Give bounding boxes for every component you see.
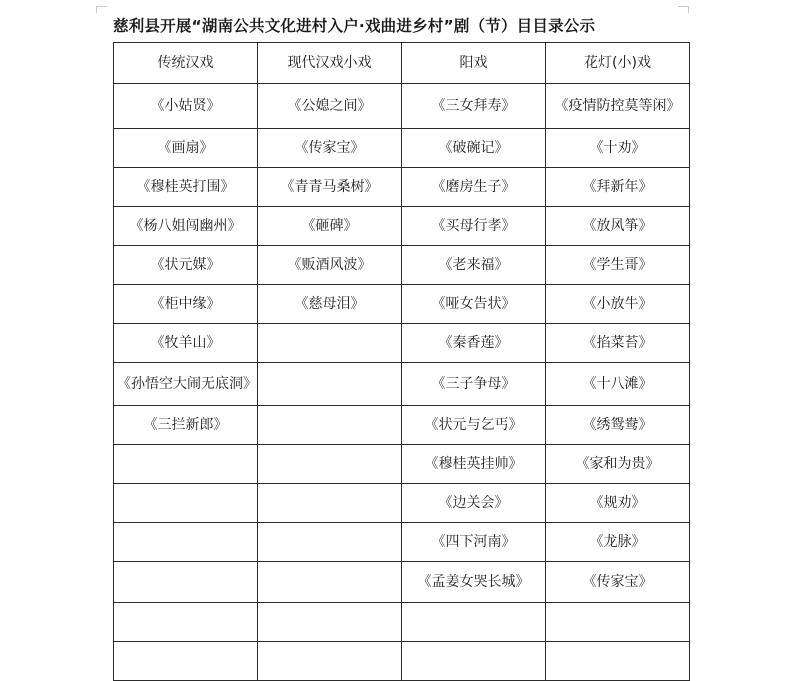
table-cell: 《买母行孝》 [402, 207, 546, 246]
table-cell: 《三拦新郎》 [114, 406, 258, 445]
table-cell [546, 603, 690, 642]
table-cell: 《柜中缘》 [114, 285, 258, 324]
table-cell: 《边关会》 [402, 484, 546, 523]
table-cell: 《慈母泪》 [258, 285, 402, 324]
table-cell: 《龙脉》 [546, 523, 690, 562]
table-row [114, 484, 690, 523]
table-cell: 《青青马桑树》 [258, 168, 402, 207]
table-cell [114, 642, 258, 681]
table-row [114, 84, 690, 129]
table-cell: 《家和为贵》 [546, 445, 690, 484]
table-row [114, 363, 690, 406]
document-title: 慈利县开展“湖南公共文化进村入户·戏曲进乡村”剧（节）目目录公示 [113, 17, 596, 35]
table-cell: 《学生哥》 [546, 246, 690, 285]
page-corner-mark-left [96, 6, 107, 13]
table-cell: 《孙悟空大闹无底洞》 [114, 363, 258, 406]
table-cell [258, 445, 402, 484]
table-cell: 《穆桂英挂帅》 [402, 445, 546, 484]
table-cell: 《砸碑》 [258, 207, 402, 246]
table-cell: 《穆桂英打围》 [114, 168, 258, 207]
table-cell: 《规劝》 [546, 484, 690, 523]
table-cell [114, 603, 258, 642]
table-row [114, 246, 690, 285]
table-cell: 《公媳之间》 [258, 84, 402, 129]
table-row [114, 285, 690, 324]
header-modern-han-opera: 现代汉戏小戏 [258, 43, 402, 84]
table-cell: 《三女拜寿》 [402, 84, 546, 129]
table-cell: 《传家宝》 [546, 562, 690, 603]
table-cell: 《画扇》 [114, 129, 258, 168]
table-cell: 《杨八姐闯幽州》 [114, 207, 258, 246]
table-cell: 《状元媒》 [114, 246, 258, 285]
repertoire-table [113, 42, 690, 681]
table-row [114, 129, 690, 168]
table-cell: 《贩酒风波》 [258, 246, 402, 285]
table-cell [258, 324, 402, 363]
table-cell: 《十八滩》 [546, 363, 690, 406]
table-cell: 《传家宝》 [258, 129, 402, 168]
table-cell: 《四下河南》 [402, 523, 546, 562]
table-cell [258, 603, 402, 642]
table-cell [258, 363, 402, 406]
table-cell: 《牧羊山》 [114, 324, 258, 363]
table-row [114, 445, 690, 484]
table-cell [258, 523, 402, 562]
table-cell: 《秦香莲》 [402, 324, 546, 363]
table-cell: 《疫情防控莫等闲》 [546, 84, 690, 129]
table-cell: 《拜新年》 [546, 168, 690, 207]
table-row [114, 523, 690, 562]
table-cell: 《老来福》 [402, 246, 546, 285]
table-cell: 《破碗记》 [402, 129, 546, 168]
table-cell [258, 484, 402, 523]
table-cell: 《孟姜女哭长城》 [402, 562, 546, 603]
table-cell: 《掐菜苔》 [546, 324, 690, 363]
table-cell: 《小放牛》 [546, 285, 690, 324]
table-row [114, 207, 690, 246]
table-cell: 《磨房生子》 [402, 168, 546, 207]
table-cell [258, 562, 402, 603]
table-cell [402, 603, 546, 642]
table-cell: 《三子争母》 [402, 363, 546, 406]
table-cell [114, 484, 258, 523]
header-yang-opera: 阳戏 [402, 43, 546, 84]
table-cell [258, 642, 402, 681]
table-row [114, 324, 690, 363]
table-row [114, 168, 690, 207]
table-row [114, 562, 690, 603]
table-cell [258, 406, 402, 445]
table-row [114, 642, 690, 681]
page-corner-mark-right [678, 6, 689, 13]
table-cell: 《小姑贤》 [114, 84, 258, 129]
table-cell: 《绣鸳鸯》 [546, 406, 690, 445]
table-cell: 《状元与乞丐》 [402, 406, 546, 445]
table-cell [114, 523, 258, 562]
table-cell [546, 642, 690, 681]
table-row [114, 406, 690, 445]
table-cell: 《十劝》 [546, 129, 690, 168]
header-huadeng-opera: 花灯(小)戏 [546, 43, 690, 84]
table-cell: 《放风筝》 [546, 207, 690, 246]
table-row [114, 603, 690, 642]
table-body [114, 84, 690, 681]
table-cell [114, 562, 258, 603]
table-header-row [114, 43, 690, 84]
table-cell [114, 445, 258, 484]
table-cell [402, 642, 546, 681]
table-cell: 《哑女告状》 [402, 285, 546, 324]
header-traditional-han-opera: 传统汉戏 [114, 43, 258, 84]
